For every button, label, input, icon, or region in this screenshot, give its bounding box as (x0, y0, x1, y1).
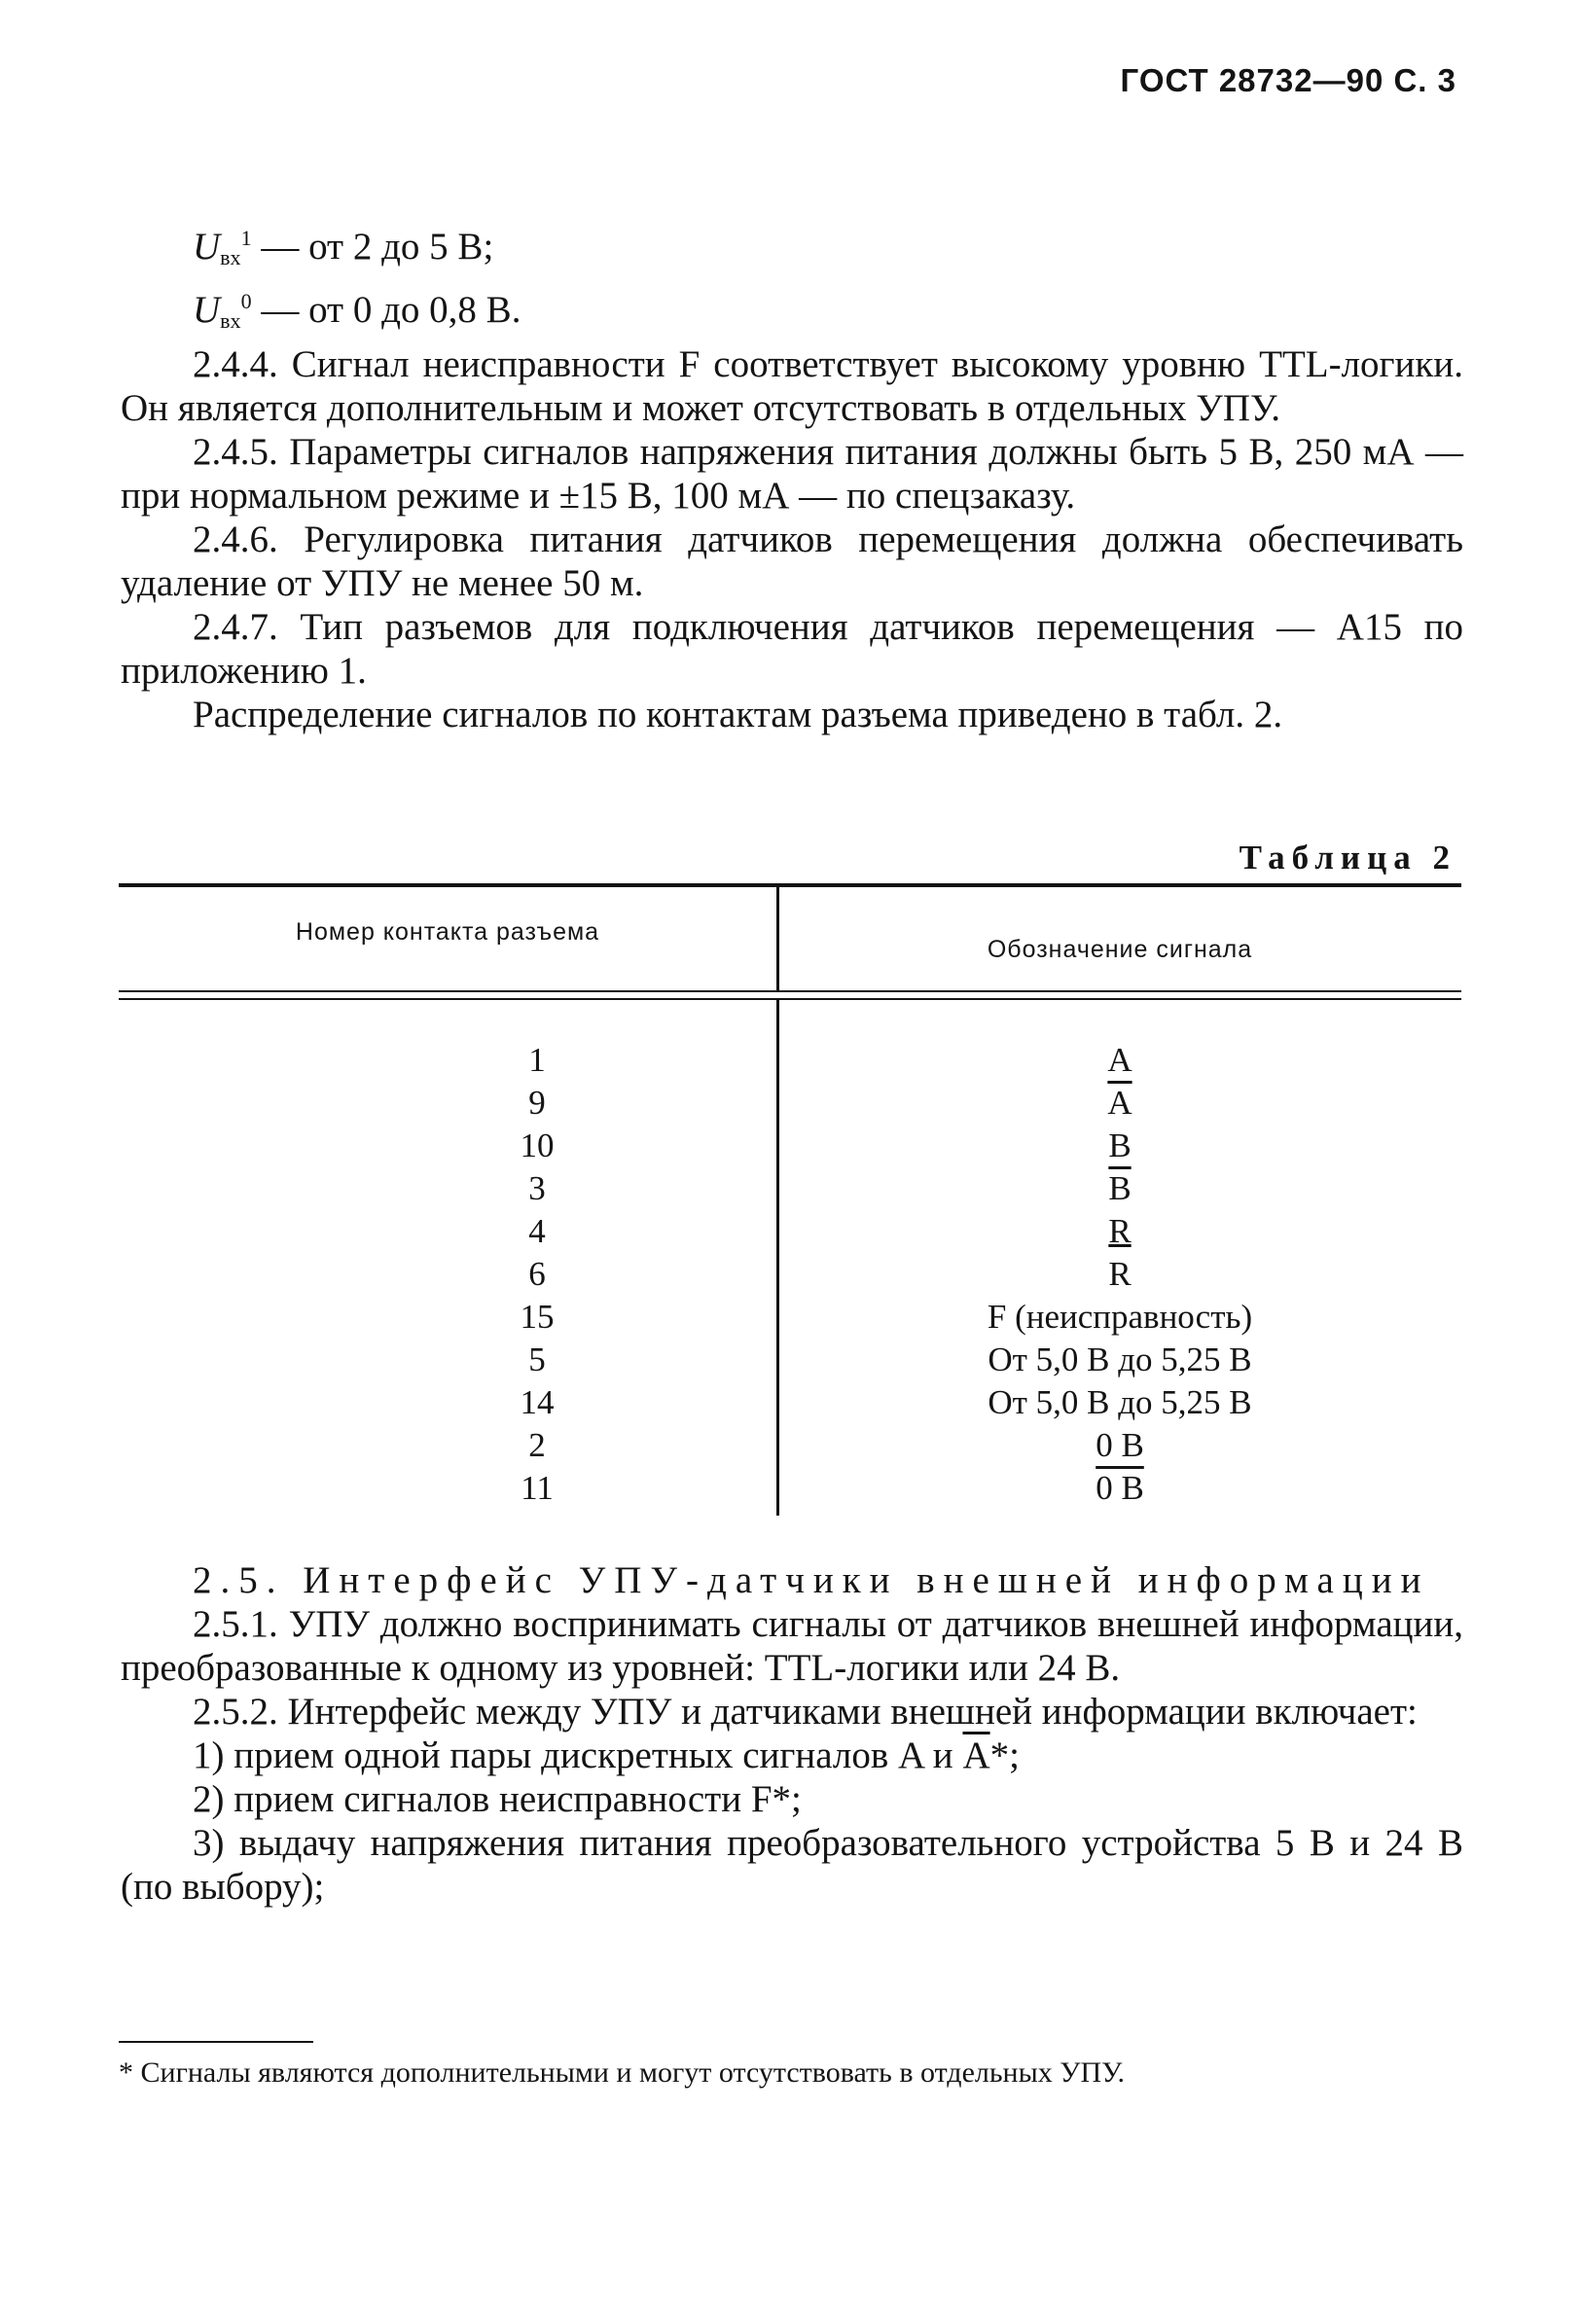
table-cell-signal: $\overline{A}$ (1107, 1084, 1132, 1122)
table-cell-signal: F (неисправность) (987, 1298, 1253, 1336)
table-top-rule (119, 883, 1461, 887)
voltage-level-1: $U_{вх}^1$ — от 2 до 5 В; (193, 226, 494, 269)
table-cell-contact: 6 (528, 1255, 546, 1293)
table-cell-contact: 10 (520, 1126, 555, 1164)
table-cell-contact: 11 (521, 1469, 554, 1507)
voltage-level-0: $U_{вх}^0$ — от 0 до 0,8 В. (193, 289, 521, 333)
table-header-rule-2 (119, 998, 1461, 1000)
contact-column (119, 1039, 737, 1510)
table-cell-signal: A (1107, 1041, 1132, 1079)
col2-header: Обозначение сигнала (987, 936, 1253, 963)
body-bottom (121, 1558, 1463, 1909)
table-cell-contact: 4 (528, 1212, 546, 1250)
table-cell-signal: R (1108, 1212, 1132, 1250)
list-item-1: 1) прием одной пары дискретных сигналов A и $\overline{A}*$; (193, 1734, 1020, 1776)
body-top (121, 216, 1463, 736)
paragraph-2-4-4: 2.4.4. Сигнал неисправности F соответствует высокому уровню TTL-логики. Он является дополнительным и может отсутствовать в отдельных УПУ. (121, 343, 1463, 429)
section-2-5-heading: 2.5. Интерфейс УПУ-датчики внешней информации (193, 1559, 1430, 1601)
paragraph-2-4-5: 2.4.5. Параметры сигналов напряжения питания должны быть 5 В, 250 мА — при нормальном режиме и ±15 В, 100 мА — по спецзаказу. (121, 431, 1463, 517)
paragraph-2-4-6: 2.4.6. Регулировка питания датчиков перемещения должна обеспечивать удаление от УПУ не менее 50 м. (121, 518, 1463, 604)
table-cell-contact: 2 (528, 1426, 546, 1464)
paragraph-2-5-2: 2.5.2. Интерфейс между УПУ и датчиками внешней информации включает: (193, 1691, 1418, 1733)
table-title: Таблица 2 (1239, 839, 1456, 876)
footnote: * Сигналы являются дополнительными и могут отсутствовать в отдельных УПУ. (119, 2056, 1126, 2089)
table-cell-signal: 0 В (1096, 1469, 1144, 1507)
paragraph-distribution: Распределение сигналов по контактам разъема приведено в табл. 2. (193, 694, 1283, 735)
table-cell-contact: 15 (520, 1298, 555, 1336)
table-cell-contact: 3 (528, 1169, 546, 1207)
col1-header: Номер контакта разъема (295, 918, 600, 946)
table-cell-signal: R (1108, 1255, 1132, 1293)
footnote-rule (119, 2041, 313, 2043)
paragraph-2-5-1: 2.5.1. УПУ должно воспринимать сигналы от датчиков внешней информации, преобразованные к одному из уровней: TTL-логики или 24 В. (121, 1603, 1463, 1689)
paragraph-2-4-7: 2.4.7. Тип разъемов для подключения датчиков перемещения — А15 по приложению 1. (121, 606, 1463, 692)
table-header-rule-1 (119, 990, 1461, 992)
list-item-3: 3) выдачу напряжения питания преобразовательного устройства 5 В и 24 В (по выбору); (121, 1822, 1463, 1908)
page-header: ГОСТ 28732—90 С. 3 (1120, 62, 1456, 98)
table-cell-contact: 1 (528, 1041, 546, 1079)
table-cell-signal: B (1108, 1126, 1132, 1164)
table-cell-signal: От 5,0 В до 5,25 В (988, 1383, 1252, 1421)
table-cell-signal: От 5,0 В до 5,25 В (988, 1341, 1252, 1378)
table-cell-signal: 0 В (1096, 1426, 1144, 1464)
table-cell-contact: 14 (520, 1383, 555, 1421)
table-cell-contact: 9 (528, 1084, 546, 1122)
table-cell-signal: $\overline{B}$ (1108, 1169, 1132, 1207)
list-item-2: 2) прием сигналов неисправности F*; (193, 1778, 802, 1820)
table-cell-contact: 5 (528, 1341, 546, 1378)
signal-column (779, 1039, 1460, 1510)
